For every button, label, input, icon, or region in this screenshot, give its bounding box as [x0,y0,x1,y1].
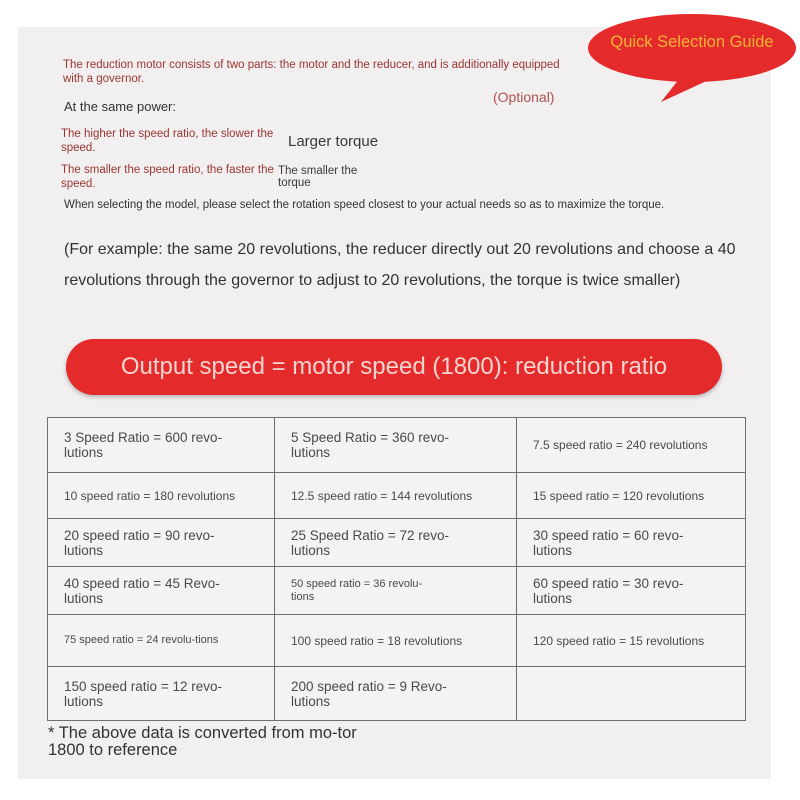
table-row [48,667,746,721]
table-row [48,567,746,615]
formula-banner [66,339,722,395]
higher-ratio-text: The higher the speed ratio, the slower the speed. [61,128,274,154]
table-cell [517,667,746,721]
table-cell: 150 speed ratio = 12 revo-lutions [48,667,275,721]
table-cell: 120 speed ratio = 15 revolutions [517,615,746,667]
table-cell: 7.5 speed ratio = 240 revolutions [517,418,746,473]
selection-note: When selecting the model, please select the rotation speed closest to your actual needs so as to maximize the torque. [64,199,665,211]
table-row [48,519,746,567]
table-cell: 10 speed ratio = 180 revolutions [48,473,275,519]
table-cell: 30 speed ratio = 60 revo-lutions [517,519,746,567]
formula-text: Output speed = motor speed (1800): reduction ratio [120,353,668,380]
table-cell: 3 Speed Ratio = 600 revo-lutions [48,418,275,473]
table-cell: 12.5 speed ratio = 144 revolutions [275,473,517,519]
footnote: * The above data is converted from mo-tor 1800 to reference [48,724,357,759]
quick-guide-callout [587,10,799,110]
table-cell: 15 speed ratio = 120 revolutions [517,473,746,519]
speed-ratio-table [47,417,746,721]
table-row [48,615,746,667]
table-cell: 20 speed ratio = 90 revo-lutions [48,519,275,567]
table-row [48,418,746,473]
table-cell: 75 speed ratio = 24 revolu-tions [48,615,275,667]
larger-torque-text: Larger torque [288,133,379,150]
quick-guide-label: Quick Selection Guide [610,33,774,51]
intro-text: The reduction motor consists of two parts: the motor and the reducer, and is additionally equipped with a governor. [63,59,560,85]
table-cell: 50 speed ratio = 36 revolu-tions [275,567,517,615]
table-cell: 25 Speed Ratio = 72 revo-lutions [275,519,517,567]
same-power-heading: At the same power: [64,99,176,114]
table-cell: 200 speed ratio = 9 Revo-lutions [275,667,517,721]
example-text: (For example: the same 20 revolutions, the reducer directly out 20 revolutions and choose a 40 revolutions through the governor to adjust to 20 revolutions, the torque is twice smaller) [64,241,736,289]
table-cell: 40 speed ratio = 45 Revo-lutions [48,567,275,615]
table-row [48,473,746,519]
table-cell: 100 speed ratio = 18 revolutions [275,615,517,667]
optional-note: (Optional) [493,89,555,105]
table-cell: 60 speed ratio = 30 revo-lutions [517,567,746,615]
table-cell: 5 Speed Ratio = 360 revo-lutions [275,418,517,473]
smaller-torque-text: The smaller the torque [278,165,358,189]
smaller-ratio-text: The smaller the speed ratio, the faster the speed. [61,164,274,190]
